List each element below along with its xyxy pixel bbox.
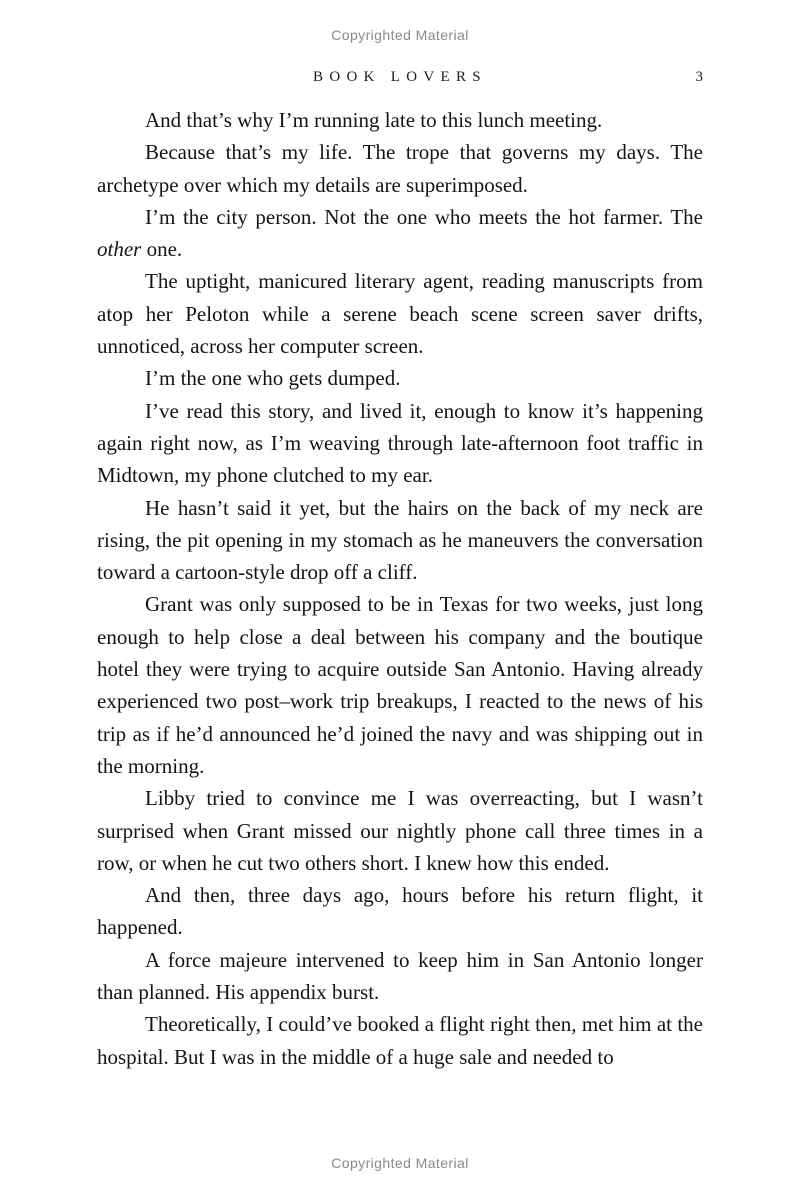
book-title: BOOK LOVERS xyxy=(313,69,487,85)
paragraph: Grant was only supposed to be in Texas for two weeks, just long enough to help close a deal between his company and the boutique hotel they were trying to acquire outside San Antonio. Having already experienced two post–work trip breakups, I reacted to the news of his trip as if he’d announced he’d joined the navy and was shipping out in the morning. xyxy=(97,592,703,778)
paragraph-italic-text: other xyxy=(97,237,142,262)
paragraph: I’m the one who gets dumped. xyxy=(145,366,401,391)
copyright-notice-top: Copyrighted Material xyxy=(331,27,469,43)
paragraph: He hasn’t said it yet, but the hairs on the back of my neck are rising, the pit opening in my stomach as he maneuvers the conversation toward a cartoon-style drop off a cliff. xyxy=(97,495,703,585)
paragraph: Because that’s my life. The trope that governs my days. The archetype over which my details are superimposed. xyxy=(97,140,703,197)
copyright-notice-bottom: Copyrighted Material xyxy=(331,1155,469,1171)
paragraph-text: one. xyxy=(141,237,183,262)
paragraph: The uptight, manicured literary agent, reading manuscripts from atop her Peloton while a serene beach scene screen saver drifts, unnoticed, across her computer screen. xyxy=(97,269,703,359)
paragraph xyxy=(97,201,703,266)
page-number: 3 xyxy=(695,69,703,85)
paragraph: Libby tried to convince me I was overreacting, but I wasn’t surprised when Grant missed our nightly phone call three times in a row, or when he cut two others short. I knew how this ended. xyxy=(97,786,703,875)
paragraph: I’ve read this story, and lived it, enough to know it’s happening again right now, as I’m weaving through late-afternoon foot traffic in Midtown, my phone clutched to my ear. xyxy=(97,398,703,488)
running-header xyxy=(97,69,703,91)
paragraph: A force majeure intervened to keep him in San Antonio longer than planned. His appendix burst. xyxy=(97,947,703,1005)
paragraph: And that’s why I’m running late to this lunch meeting. xyxy=(145,108,603,132)
paragraph: And then, three days ago, hours before his return flight, it happened. xyxy=(97,883,703,940)
body-text xyxy=(97,104,703,1073)
paragraph-text: I’m the city person. Not the one who meets the hot farmer. The xyxy=(145,204,703,229)
paragraph: Theoretically, I could’ve booked a flight right then, met him at the hospital. But I was in the middle of a huge sale and needed to xyxy=(97,1012,703,1069)
